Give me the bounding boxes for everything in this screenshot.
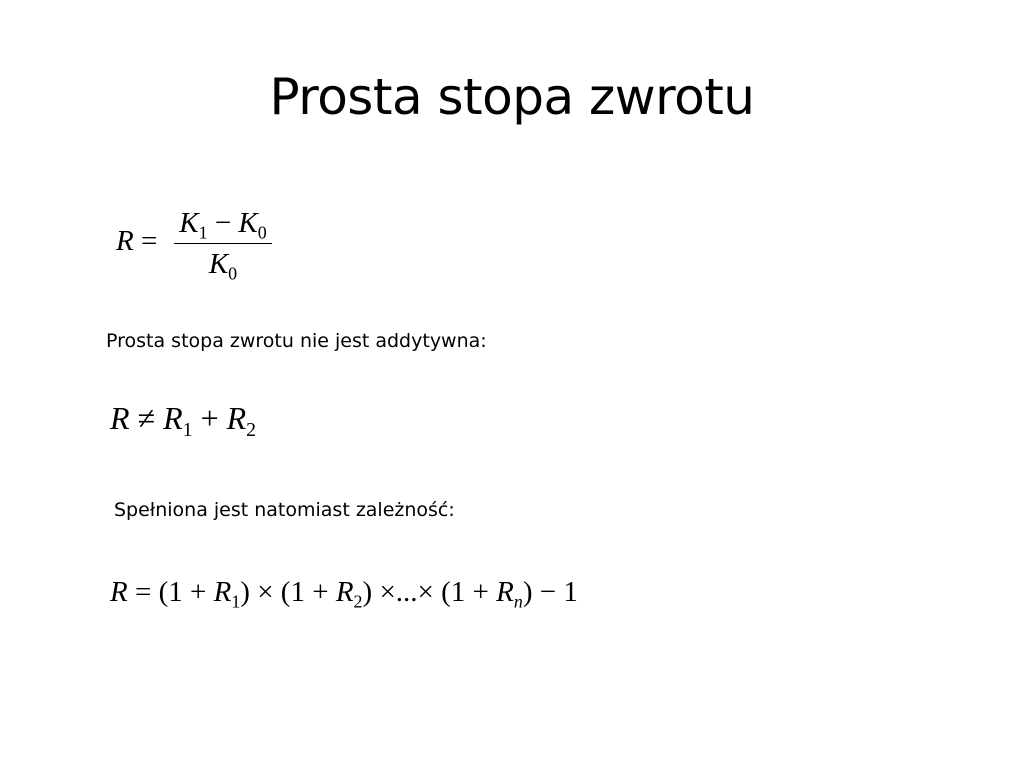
fraction-denominator: $K_0$: [208, 248, 238, 284]
formula-compound-return: $R = (1 + R_1) \times (1 + R_2)$ ×...× $(1 + R_n) - 1$: [110, 576, 578, 612]
text-not-additive: Prosta stopa zwrotu nie jest addytywna:: [106, 330, 487, 352]
fraction-numerator: $K_1 - K_0$: [179, 207, 267, 243]
fraction: [174, 203, 272, 284]
formula-not-additive: $R \ne R_1 + R_2$: [110, 400, 257, 441]
slide-title: Prosta stopa zwrotu: [269, 68, 755, 126]
formula-lhs: R =: [116, 225, 158, 257]
text-relationship: Spełniona jest natomiast zależność:: [114, 499, 455, 521]
